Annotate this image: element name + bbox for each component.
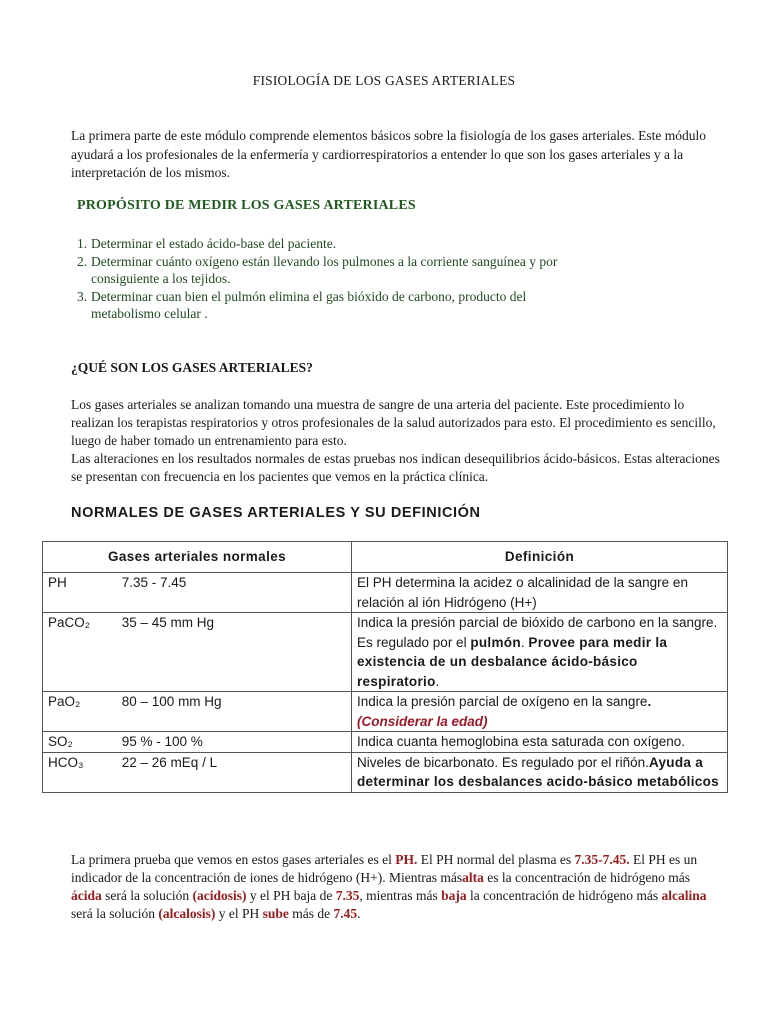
what-text-2: Las alteraciones en los resultados normales de estas pruebas nos indican desequilibrios ácido-básicos. Estas alteraciones se presentan con frecuencia en los pacientes que vemos en la práctica clínica. (71, 451, 720, 484)
highlight: 7.35 (335, 888, 360, 903)
definition-text: Indica cuanta hemoglobina esta saturada con oxígeno. (357, 734, 685, 749)
normals-table (42, 541, 728, 793)
list-text: Determinar el estado ácido-base del paciente. (91, 236, 337, 251)
gas-name: HCO₃ (48, 754, 84, 770)
intro-paragraph: La primera parte de este módulo comprende elementos básicos sobre la fisiología de los gases arteriales. Este módulo ayudará a los profesionales de la enfermería y cardiorrespiratorios a entender lo que son los gases arteriales y a la interpretación de los mismos. (71, 128, 707, 180)
text: , mientras más (359, 888, 442, 903)
text: más de (288, 906, 334, 921)
list-text: Determinar cuan bien el pulmón elimina el gas bióxido de carbono, producto del metabolismo celular . (91, 288, 527, 321)
gas-cell (43, 573, 352, 613)
col-header-gases: Gases arteriales normales (43, 542, 352, 573)
page-title: FISIOLOGÍA DE LOS GASES ARTERIALES (252, 73, 516, 88)
highlight: alcalina (661, 888, 707, 903)
definition-note: (Considerar la edad) (357, 713, 488, 729)
highlight: 7.35-7.45. (574, 852, 630, 867)
list-item (77, 288, 597, 323)
definition-cell (352, 752, 728, 792)
list-number: 2. (77, 253, 88, 269)
definition-bold: pulmón (470, 634, 521, 650)
table-row (43, 692, 728, 732)
text: y el PH baja de (246, 888, 336, 903)
definition-bold: . (647, 694, 652, 709)
purpose-list (77, 235, 597, 323)
definition-text: Indica la presión parcial de oxígeno en la sangre (357, 694, 648, 709)
highlight: alta (462, 870, 484, 885)
highlight: sube (262, 906, 289, 921)
gas-name: SO₂ (48, 734, 73, 749)
gas-name: PaO₂ (48, 694, 81, 709)
text: . (357, 906, 361, 921)
definition-cell (352, 573, 728, 613)
definition-cell (352, 613, 728, 692)
highlight: 7.45 (333, 906, 358, 921)
gas-cell (43, 692, 352, 732)
text: El PH normal del plasma es (417, 852, 575, 867)
gas-range: 7.35 - 7.45 (121, 575, 187, 590)
definition-cell (352, 692, 728, 732)
definition-text: El PH determina la acidez o alcalinidad de la sangre en relación al ión Hidrógeno (H+) (357, 575, 688, 610)
table-row (43, 752, 728, 792)
gas-range: 95 % - 100 % (121, 734, 203, 749)
text: es la concentración de hidrógeno más (483, 870, 691, 885)
gas-range: 35 – 45 mm Hg (121, 615, 215, 630)
definition-text: Indica la presión parcial de bióxido de carbono en la sangre. Es regulado por el (357, 615, 718, 650)
definition-text: . (520, 634, 529, 650)
table-row (43, 732, 728, 753)
gas-cell (43, 732, 352, 753)
list-number: 3. (77, 288, 88, 304)
gas-name: PH (48, 575, 67, 590)
text: La primera prueba que vemos en estos gases arteriales es el (71, 852, 396, 867)
list-number: 1. (77, 236, 88, 251)
table-header-row (43, 542, 728, 573)
normals-heading: NORMALES DE GASES ARTERIALES Y SU DEFINICIÓN (71, 505, 481, 521)
text: la concentración de hidrógeno más (466, 888, 662, 903)
highlight: (alcalosis) (158, 906, 216, 921)
gas-range: 22 – 26 mEq / L (121, 754, 218, 770)
list-item (77, 253, 597, 288)
what-heading: ¿QUÉ SON LOS GASES ARTERIALES? (71, 360, 313, 375)
highlight: PH. (395, 852, 418, 867)
list-text: Determinar cuánto oxígeno están llevando los pulmones a la corriente sanguínea y por consiguiente a los tejidos. (91, 253, 558, 286)
gas-cell (43, 613, 352, 692)
gas-range: 80 – 100 mm Hg (121, 694, 222, 709)
col-header-definition: Definición (352, 542, 728, 573)
text: y el PH (215, 906, 263, 921)
highlight: (acidosis) (192, 888, 247, 903)
text: será la solución (71, 906, 159, 921)
gas-name: PaCO₂ (48, 615, 91, 630)
text: será la solución (101, 888, 193, 903)
table-row (43, 573, 728, 613)
purpose-heading: PROPÓSITO DE MEDIR LOS GASES ARTERIALES (77, 198, 416, 213)
table-row (43, 613, 728, 692)
highlight: baja (441, 888, 467, 903)
highlight: ácida (71, 888, 102, 903)
text: El PH es un indicador de la concentración de iones de hidrógeno (H+). Mientras más (71, 852, 698, 885)
definition-bold: Provee para medir la existencia de un desbalance ácido-básico respiratorio (357, 634, 668, 689)
ph-paragraph (71, 851, 711, 923)
gas-cell (43, 752, 352, 792)
definition-cell (352, 732, 728, 753)
what-paragraph (71, 396, 721, 486)
definition-text: . (435, 673, 440, 689)
list-item (77, 235, 597, 253)
definition-text: Niveles de bicarbonato. Es regulado por el riñón. (357, 754, 649, 770)
what-text-1: Los gases arteriales se analizan tomando una muestra de sangre de una arteria del paciente. Este procedimiento lo realizan los terapistas respiratorios y otros profesionales de la salud autorizados para esto. El procedimiento es sencillo, luego de haber tomado un entrenamiento para esto. (71, 397, 716, 448)
definition-bold: Ayuda a determinar los desbalances acido-básico metabólicos (357, 754, 719, 789)
